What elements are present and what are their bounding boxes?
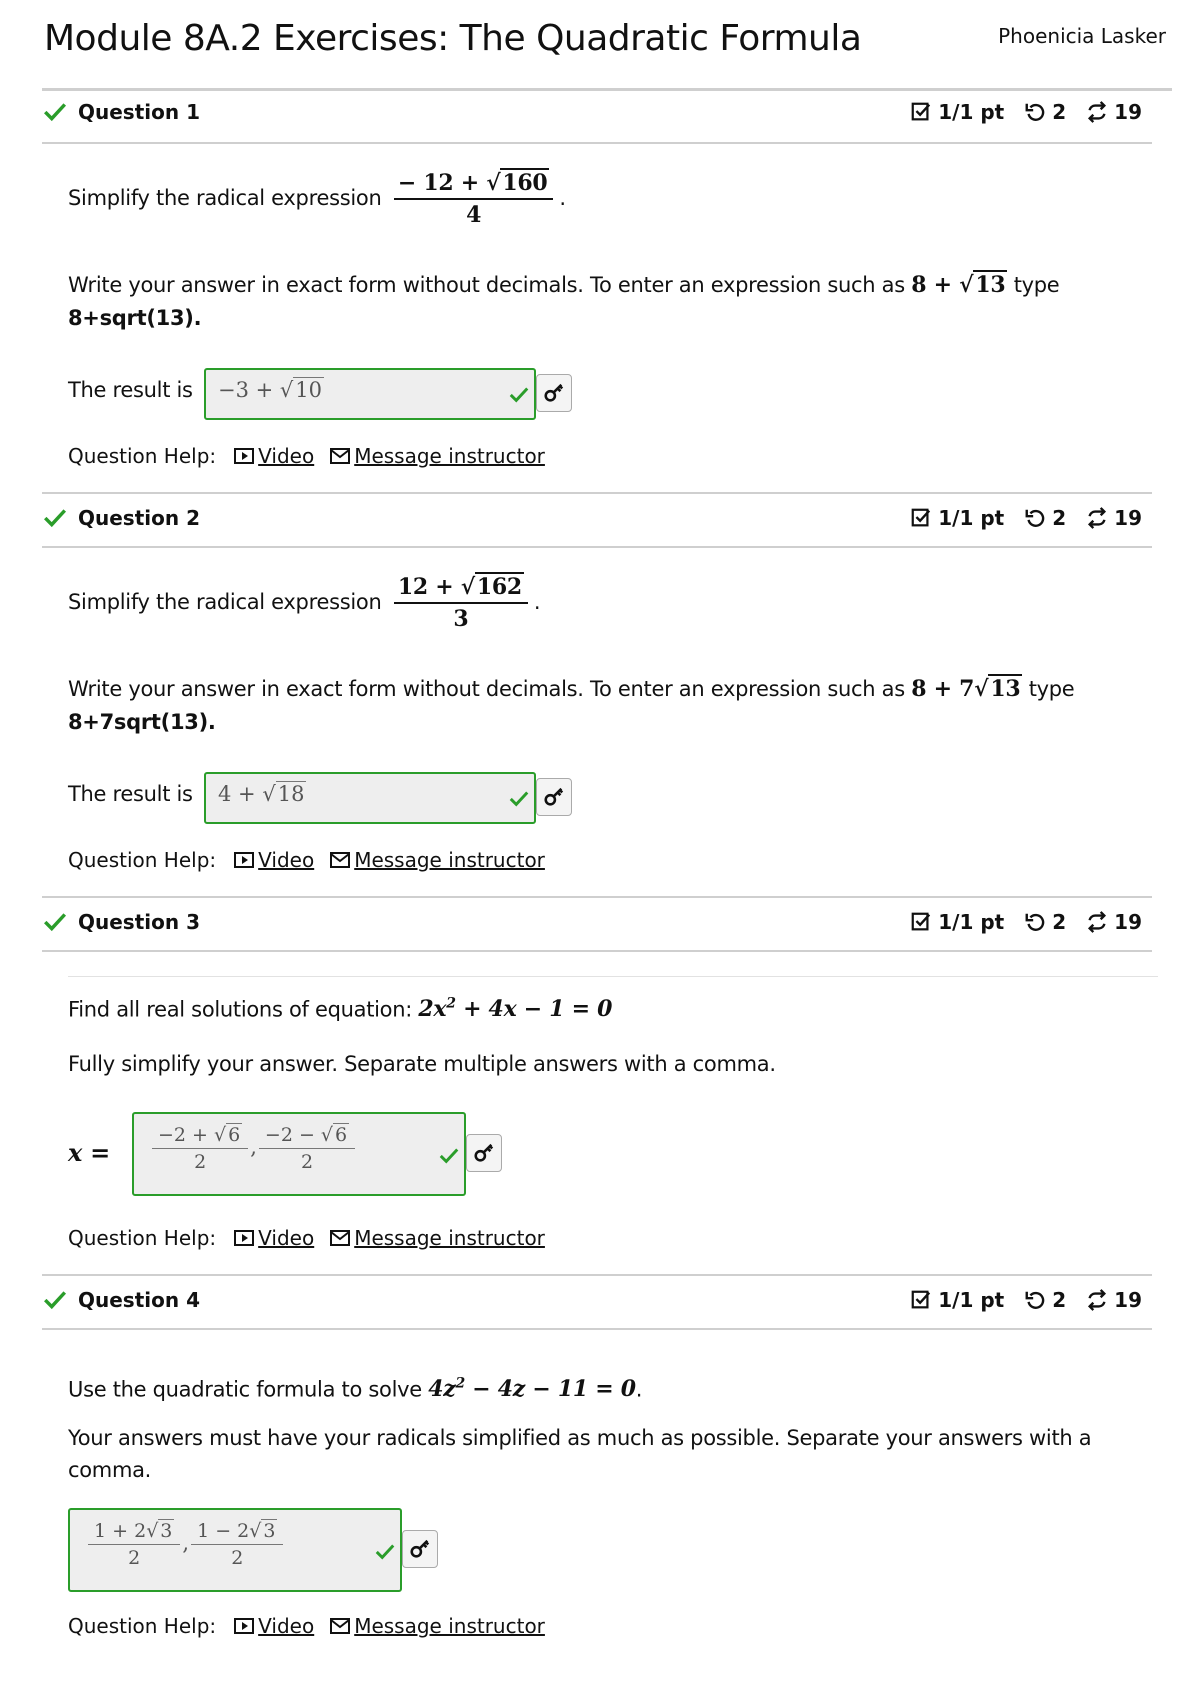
example-math: 8 +	[911, 272, 960, 298]
page-header	[0, 0, 1200, 100]
example-radicand: 13	[990, 676, 1021, 702]
question-4-tries: 2	[1052, 1288, 1067, 1312]
video-link[interactable]	[234, 848, 314, 872]
example-radicand: 13	[975, 272, 1006, 298]
radicand: 162	[476, 574, 522, 600]
question-3-header[interactable]	[42, 898, 1152, 950]
question-2-example: 8+7sqrt(13).	[68, 710, 216, 734]
answer-value: −3 + √10	[218, 378, 323, 402]
question-4-versions: 19	[1114, 1288, 1142, 1312]
question-1-versions: 19	[1114, 100, 1142, 124]
checkmark-icon	[42, 98, 68, 124]
equation-term: 2	[418, 996, 434, 1023]
checkmark-icon	[42, 908, 68, 934]
checkmark-icon	[42, 504, 68, 530]
checkbox-icon	[910, 507, 932, 529]
question-2-header[interactable]	[42, 494, 1152, 546]
question-2-divider	[42, 546, 1152, 548]
question-1-divider	[42, 142, 1152, 144]
checkmark-icon	[508, 383, 530, 405]
key-icon	[543, 382, 565, 404]
question-2-tries: 2	[1052, 506, 1067, 530]
equation-term: − 4	[464, 1376, 513, 1403]
video-link-label: Video	[258, 1226, 315, 1250]
answer-denominator: 2	[194, 1151, 207, 1173]
question-2-help	[68, 848, 561, 872]
question-4-label: Question 4	[78, 1288, 200, 1312]
question-1-tries: 2	[1052, 100, 1067, 124]
question-2-answer-field[interactable]	[204, 772, 536, 824]
message-link-label: Message instructor	[354, 1614, 545, 1638]
question-2-result-label: The result is	[68, 782, 193, 806]
video-link[interactable]	[234, 1226, 314, 1250]
question-4-prompt: Use the quadratic formula to solve $4z^2 - 4z - 11 = 0$.	[68, 1376, 643, 1403]
checkmark-icon	[42, 1286, 68, 1312]
envelope-icon	[330, 1229, 350, 1247]
question-2-label: Question 2	[78, 506, 200, 530]
question-3-score: 1/1 pt	[938, 910, 1005, 934]
video-link[interactable]	[234, 1614, 314, 1638]
radicand: 160	[502, 170, 548, 196]
message-instructor-link[interactable]	[330, 1226, 545, 1250]
question-4-meta	[910, 1288, 1142, 1312]
question-3-variable-label: x =	[68, 1138, 110, 1167]
video-link-label: Video	[258, 444, 315, 468]
question-3-label: Question 3	[78, 910, 200, 934]
fraction-numerator: − 12 +	[397, 170, 487, 196]
message-instructor-link[interactable]	[330, 848, 545, 872]
question-3-meta	[910, 910, 1142, 934]
answer-radicand: 10	[295, 378, 323, 402]
help-label: Question Help:	[68, 1614, 217, 1638]
question-3-divider	[42, 950, 1152, 952]
retry-icon	[1086, 911, 1108, 933]
undo-icon	[1024, 911, 1046, 933]
answer-denominator: 2	[231, 1547, 244, 1569]
question-4-score: 1/1 pt	[938, 1288, 1005, 1312]
key-icon	[473, 1142, 495, 1164]
question-2-meta	[910, 506, 1142, 530]
video-link-label: Video	[258, 848, 315, 872]
undo-icon	[1024, 101, 1046, 123]
example-syntax: 8+sqrt(13)	[68, 306, 194, 330]
question-2-versions: 19	[1114, 506, 1142, 530]
question-1-fraction: $\frac{- 12 + √160}{4}$	[394, 170, 554, 228]
key-icon	[543, 786, 565, 808]
answer-radicand: 6	[335, 1124, 348, 1146]
checkbox-icon	[910, 911, 932, 933]
question-1-example: 8+sqrt(13).	[68, 306, 202, 330]
envelope-icon	[330, 447, 350, 465]
question-1-score: 1/1 pt	[938, 100, 1005, 124]
question-1-answer-field[interactable]	[204, 368, 536, 420]
prompt-text: Use the quadratic formula to solve	[68, 1377, 422, 1402]
question-4-header[interactable]	[42, 1276, 1152, 1328]
answer-term: −3 +	[218, 378, 280, 402]
question-3-content-divider	[68, 976, 1158, 977]
instruction-text: Write your answer in exact form without decimals. To enter an expression such as	[68, 273, 905, 297]
question-4-instructions: Your answers must have your radicals simplified as much as possible. Separate your answers with a	[68, 1426, 1092, 1450]
help-label: Question Help:	[68, 848, 217, 872]
question-4-divider	[42, 1328, 1152, 1330]
answer-numerator: 1 − 2	[197, 1520, 250, 1542]
question-1-meta	[910, 100, 1142, 124]
instruction-suffix: type	[1028, 677, 1075, 701]
retry-icon	[1086, 507, 1108, 529]
video-icon	[234, 851, 254, 869]
equation-term: 4	[428, 1376, 444, 1403]
question-4-equation: $4z^2 - 4z - 11 = 0$	[428, 1376, 636, 1403]
fraction-denominator: 4	[466, 202, 482, 228]
question-3-instructions: Fully simplify your answer. Separate multiple answers with a comma.	[68, 1052, 776, 1076]
question-2-instructions: Write your answer in exact form without decimals. To enter an expression such as 8 + 7√13 type	[68, 676, 1075, 702]
message-instructor-link[interactable]	[330, 1614, 545, 1638]
question-2-key-button[interactable]	[536, 778, 572, 816]
page-title: Module 8A.2 Exercises: The Quadratic Formula	[44, 18, 862, 59]
answer-term: 4 +	[218, 782, 263, 806]
question-1-result-label: The result is	[68, 378, 193, 402]
question-4-key-button[interactable]	[402, 1530, 438, 1568]
help-label: Question Help:	[68, 444, 217, 468]
example-math: 8 + 7	[911, 676, 975, 702]
video-icon	[234, 447, 254, 465]
question-2-prompt: Simplify the radical expression $\frac{12 + √162}{3}$ .	[68, 574, 541, 632]
question-1-instructions: Write your answer in exact form without decimals. To enter an expression such as 8 + √13 type	[68, 272, 1060, 298]
prompt-text: Find all real solutions of equation:	[68, 997, 413, 1022]
question-1-prompt: Simplify the radical expression $\frac{- 12 + √160}{4}$ .	[68, 170, 566, 228]
question-4-instructions-continued: comma.	[68, 1458, 152, 1482]
equation-term: − 11 = 0	[525, 1376, 636, 1403]
prompt-text: Simplify the radical expression	[68, 590, 382, 614]
retry-icon	[1086, 101, 1108, 123]
answer-numerator: −2 −	[264, 1124, 321, 1146]
question-2-score: 1/1 pt	[938, 506, 1005, 530]
instruction-text: Write your answer in exact form without decimals. To enter an expression such as	[68, 677, 905, 701]
envelope-icon	[330, 851, 350, 869]
question-1-header[interactable]	[42, 88, 1152, 140]
question-3-equation: $2x^2 + 4x - 1 = 0$	[418, 996, 613, 1023]
answer-radicand: 3	[160, 1520, 173, 1542]
example-syntax: 8+7sqrt(13)	[68, 710, 208, 734]
undo-icon	[1024, 507, 1046, 529]
question-1-label: Question 1	[78, 100, 200, 124]
checkbox-icon	[910, 1289, 932, 1311]
checkbox-icon	[910, 101, 932, 123]
message-link-label: Message instructor	[354, 1226, 545, 1250]
question-1-key-button[interactable]	[536, 374, 572, 412]
answer-value: $\frac{-2 + √ 6}{2}$ , $\frac{-2 - √ 6}{2}$	[150, 1124, 357, 1173]
question-1-help	[68, 444, 561, 468]
question-3-versions: 19	[1114, 910, 1142, 934]
question-2-fraction: $\frac{12 + √162}{3}$	[394, 574, 528, 632]
question-3-tries: 2	[1052, 910, 1067, 934]
answer-radicand: 6	[228, 1124, 241, 1146]
video-icon	[234, 1229, 254, 1247]
equation-term: − 1 = 0	[516, 996, 613, 1023]
answer-value: $\frac{1 + 2√ 3}{2}$ , $\frac{1 - 2√ 3}{2}$	[86, 1520, 285, 1569]
checkmark-icon	[438, 1144, 460, 1166]
video-link[interactable]	[234, 444, 314, 468]
message-link-label: Message instructor	[354, 848, 545, 872]
answer-denominator: 2	[300, 1151, 314, 1173]
instruction-suffix: type	[1013, 273, 1060, 297]
question-4-answer-field[interactable]	[68, 1508, 402, 1592]
answer-radicand: 18	[277, 782, 305, 806]
checkmark-icon	[508, 787, 530, 809]
checkmark-icon	[374, 1540, 396, 1562]
key-icon	[409, 1538, 431, 1560]
answer-value: 4 + √18	[218, 782, 305, 806]
equation-term: + 4	[463, 996, 504, 1023]
help-label: Question Help:	[68, 1226, 217, 1250]
question-3-answer-field[interactable]	[132, 1112, 466, 1196]
retry-icon	[1086, 1289, 1108, 1311]
message-link-label: Message instructor	[354, 444, 545, 468]
answer-numerator: 1 + 2	[94, 1520, 147, 1542]
user-name[interactable]: Phoenicia Lasker	[998, 24, 1166, 48]
undo-icon	[1024, 1289, 1046, 1311]
message-instructor-link[interactable]	[330, 444, 545, 468]
answer-numerator: −2 +	[158, 1124, 215, 1146]
answer-denominator: 2	[128, 1547, 141, 1569]
question-3-prompt	[68, 996, 612, 1022]
video-link-label: Video	[258, 1614, 315, 1638]
question-3-help	[68, 1226, 561, 1250]
fraction-numerator: 12 +	[397, 574, 461, 600]
prompt-text: Simplify the radical expression	[68, 186, 382, 210]
envelope-icon	[330, 1617, 350, 1635]
question-3-key-button[interactable]	[466, 1134, 502, 1172]
question-4-help	[68, 1614, 561, 1638]
answer-radicand: 3	[263, 1520, 276, 1542]
video-icon	[234, 1617, 254, 1635]
fraction-denominator: 3	[453, 606, 469, 632]
